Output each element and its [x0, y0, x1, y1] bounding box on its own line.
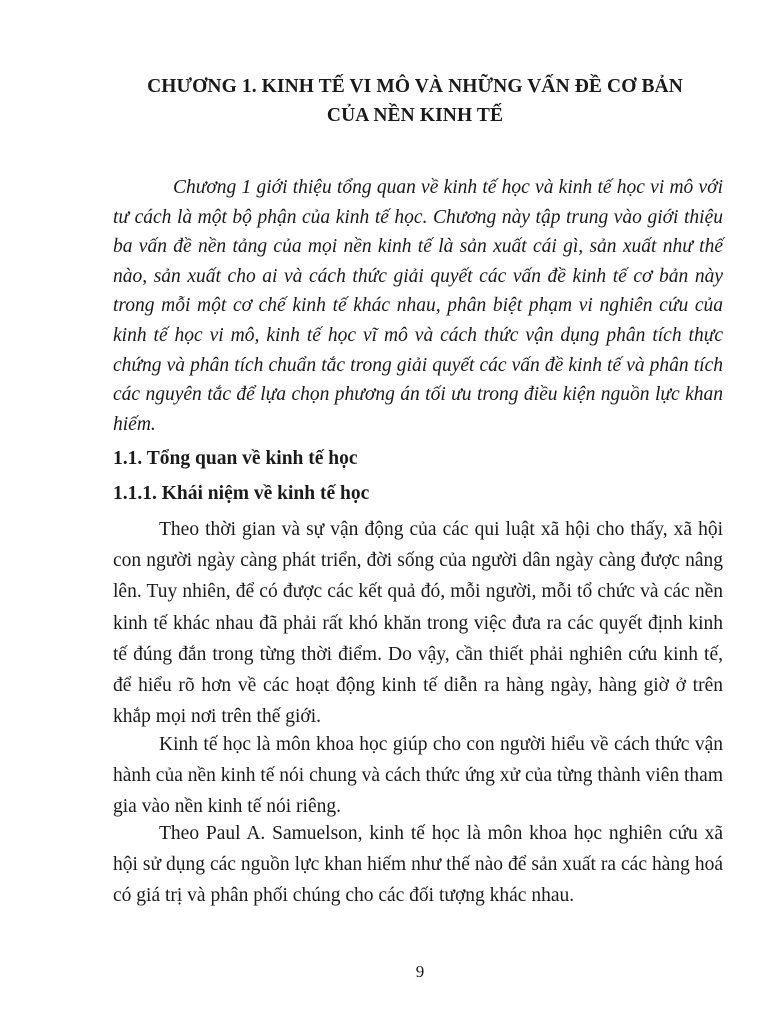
body-paragraph-1: Theo thời gian và sự vận động của các qui luật xã hội cho thấy, xã hội con người ngày càng phát triển, đời sống của người dân ngày càng được nâng lên. Tuy nhiên, để có được các kết quả đó, mỗi người, mỗi tổ chức và các nền kinh tế khác nhau đã phải rất khó khăn trong việc đưa ra các quyết định kinh tế đúng đắn trong từng thời điểm. Do vậy, cần thiết phải nghiên cứu kinh tế, để hiểu rõ hơn về các hoạt động kinh tế diễn ra hàng ngày, hàng giờ ở trên khắp mọi nơi trên thế giới. [113, 519, 723, 728]
page-number: 9 [415, 962, 425, 981]
body-paragraph-2: Kinh tế học là môn khoa học giúp cho con người hiểu về cách thức vận hành của nền kinh tế nói chung và cách thức ứng xử của từng thành viên tham gia vào nền kinh tế nói riêng. [113, 734, 723, 818]
body-paragraph-3: Theo Paul A. Samuelson, kinh tế học là môn khoa học nghiên cứu xã hội sử dụng các nguồn lực khan hiếm như thế nào để sản xuất ra các hàng hoá có giá trị và phân phối chúng cho các đối tượng khác nhau. [113, 823, 723, 907]
chapter-title-line-2: CỦA NỀN KINH TẾ [326, 105, 504, 126]
chapter-intro-paragraph: Chương 1 giới thiệu tổng quan về kinh tế học và kinh tế học vi mô với tư cách là một bộ phận của kinh tế học. Chương này tập trung vào giới thiệu ba vấn đề nền tảng của mọi nền kinh tế là sản xuất cái gì, sản xuất như thế nào, sản xuất cho ai và cách thức giải quyết các vấn đề kinh tế cơ bản này trong mỗi một cơ chế kinh tế khác nhau, phân biệt phạm vi nghiên cứu của kinh tế học vi mô, kinh tế học vĩ mô và cách thức vận dụng phân tích thực chứng và phân tích chuẩn tắc trong giải quyết các vấn đề kinh tế và phân tích các nguyên tắc để lựa chọn phương án tối ưu trong điều kiện nguồn lực khan hiếm. [113, 177, 723, 435]
chapter-title-line-1: CHƯƠNG 1. KINH TẾ VI MÔ VÀ NHỮNG VẤN ĐỀ CƠ BẢN [147, 76, 683, 97]
section-heading: 1.1. Tổng quan về kinh tế học [113, 448, 358, 469]
subsection-heading: 1.1.1. Khái niệm về kinh tế học [113, 483, 370, 504]
chapter-title [90, 72, 740, 130]
